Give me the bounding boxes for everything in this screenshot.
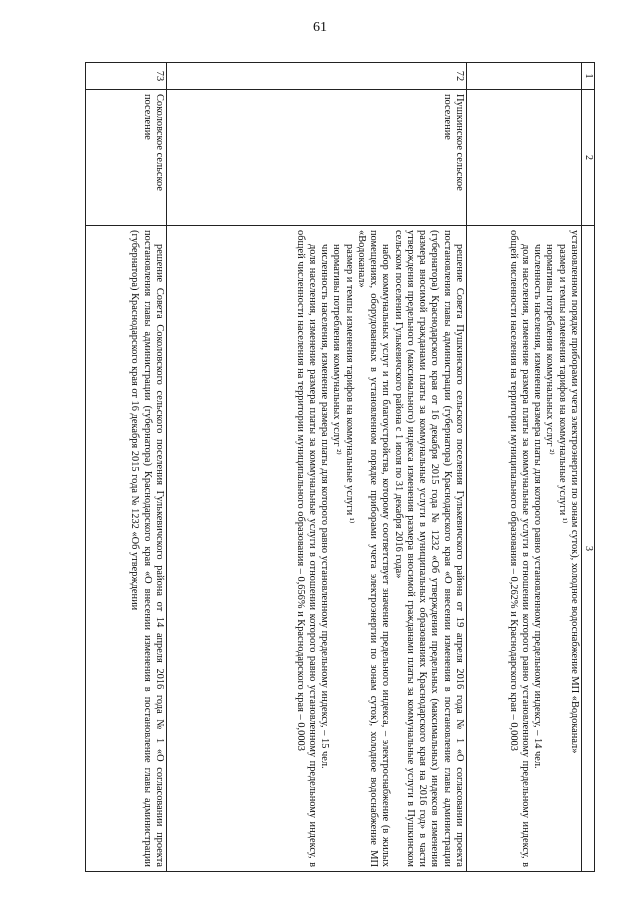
text-paragraph: размер и темпы изменения тарифов на коммунальные услуги ¹⁾ — [343, 244, 355, 524]
table-header-row — [582, 63, 595, 872]
row-number: 72 — [167, 63, 467, 90]
row-text — [467, 226, 582, 872]
row-number — [467, 63, 582, 90]
table-row — [86, 63, 167, 872]
settlement-name — [467, 90, 582, 226]
text-paragraph: доля населения, изменение размера платы за коммунальные услуги в отношении которого равно установленному предельному индексу, в общей численности населения на территории муниципального образования – 0,262% и Краснодарского края – 0,0003 — [507, 230, 531, 867]
text-paragraph: численность населения, изменение размера платы для которого равно установленному предельному индексу, – 15 чел. — [319, 244, 331, 769]
table-row — [467, 63, 582, 872]
text-paragraph: нормативы потребления коммунальных услуг ²⁾ — [331, 244, 343, 455]
text-paragraph: установленном порядке приборами учета электроэнергии по зонам суток), холодное водоснабжение МП «Водоканал» — [569, 230, 580, 754]
header-col-2: 2 — [582, 90, 595, 226]
row-text — [86, 226, 167, 872]
settlements-table — [85, 62, 595, 872]
text-paragraph: нормативы потребления коммунальных услуг ²⁾ — [544, 244, 556, 455]
text-paragraph: набор коммунальных услуг и тип благоустройства, которому соответствует значение предельного индекса, – электроснабжение (в жилых помещениях, оборудованных в установленном порядке приборами учета электроэнергии по зонам суток), холодное водоснабжение МП «Водоканал» — [355, 230, 392, 867]
header-col-1: 1 — [582, 63, 595, 90]
text-paragraph: решение Совета Соколовского сельского поселения Гулькевичского района от 14 апреля 2016 года № 1 «О согласовании проекта постановления главы администрации (губернатора) Краснодарского края «О внесении изменения в постановление главы администрации (губернатора) Краснодарского края от 16 декабря 2015 года № 1232 «Об утверждении — [129, 230, 165, 867]
row-number: 73 — [86, 63, 167, 90]
settlement-name: Пушкинское сельское поселение — [167, 90, 467, 226]
row-text — [167, 226, 467, 872]
table-row — [167, 63, 467, 872]
text-paragraph: решение Совета Пушкинского сельского поселения Гулькевичского района от 19 апреля 2016 года № 1 «О согласовании проекта постановления главы администрации (губернатора) Краснодарского края «О внесении изменения в постановление главы администрации (губернатора) Краснодарского края от 16 декабря 2015 года № 1232 «Об утверждении предельных (максимальных) индексов изменения размера вносимой гражданами платы за коммунальные услуги в муниципальных образованиях Краснодарского края на 2016 год» в части утверждения предельного (максимального) индекса изменения размера вносимой гражданами платы за коммунальные услуги в Пушкинском сельском поселении Гулькевичского района с 1 июля по 31 декабря 2016 года» — [392, 230, 465, 867]
text-paragraph: доля населения, изменение размера платы за коммунальные услуги в отношении которого равно установленному предельному индексу, в общей численности населения на территории муниципального образования – 0,656% и Краснодарского края – 0,0003 — [294, 230, 318, 867]
text-paragraph: размер и темпы изменения тарифов на коммунальные услуги ¹⁾ — [556, 244, 568, 524]
settlement-name: Соколовское сельское поселение — [86, 90, 167, 226]
page-number: 61 — [313, 20, 327, 35]
header-col-3: 3 — [582, 226, 595, 872]
rotated-table-wrapper — [85, 62, 595, 872]
text-paragraph: численность населения, изменение размера платы для которого равно установленному предельному индексу, – 14 чел. — [532, 244, 544, 769]
